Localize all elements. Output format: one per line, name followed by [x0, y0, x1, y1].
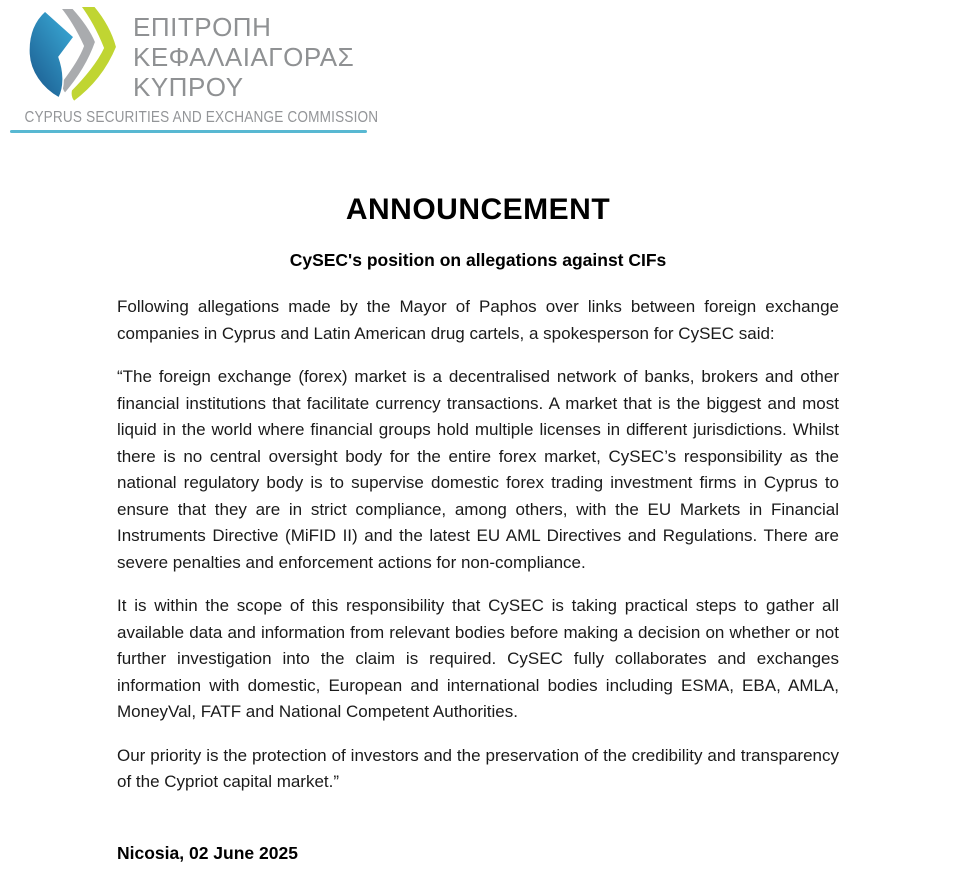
document-subtitle: CySEC's position on allegations against CIFs: [289, 250, 667, 270]
paragraph-priority: Our priority is the protection of investors and the preservation of the credibility and transparency of the Cypriot capital market.”: [117, 745, 839, 791]
logo-greek-line-3: ΚΥΠΡΟΥ: [133, 72, 244, 102]
logo-english-name: CYPRUS SECURITIES AND EXCHANGE COMMISSION: [24, 109, 379, 126]
document-title: ANNOUNCEMENT: [345, 193, 611, 226]
paragraph-investigation: It is within the scope of this responsibility that CySEC is taking practical steps to gather all available data and information from relevant bodies before making a decision on whether or not further investigation into the claim is required. CySEC fully collaborates and exchanges information with domestic, European and international bodies including ESMA, EBA, AMLA, MoneyVal, FATF and National Competent Authorities.: [117, 596, 839, 721]
paragraph-forex-market: “The foreign exchange (forex) market is a decentralised network of banks, brokers and other financial institutions that facilitate currency transactions. A market that is the biggest and most liquid in the world where financial groups hold multiple licenses in different jurisdictions. Whilst there is no central oversight body for the entire forex market, CySEC’s responsibility as the national regulatory body is to supervise domestic forex trading investment firms in Cyprus to ensure that they are in strict compliance, among others, with the EU Markets in Financial Instruments Directive (MiFID II) and the latest EU AML Directives and Regulations. There are severe penalties and enforcement actions for non-compliance.: [117, 367, 839, 572]
logo-greek-line-1: ΕΠΙΤΡΟΠΗ: [133, 12, 272, 42]
logo-greek-line-2: ΚΕΦΑΛΑΙΑΓΟΡΑΣ: [133, 42, 355, 72]
cysec-logo-icon: [28, 5, 118, 105]
paragraph-intro: Following allegations made by the Mayor of Paphos over links between foreign exchange companies in Cyprus and Latin American drug cartels, a spokesperson for CySEC said:: [117, 297, 839, 343]
dateline: Nicosia, 02 June 2025: [117, 842, 298, 863]
document-body: [117, 0, 839, 864]
